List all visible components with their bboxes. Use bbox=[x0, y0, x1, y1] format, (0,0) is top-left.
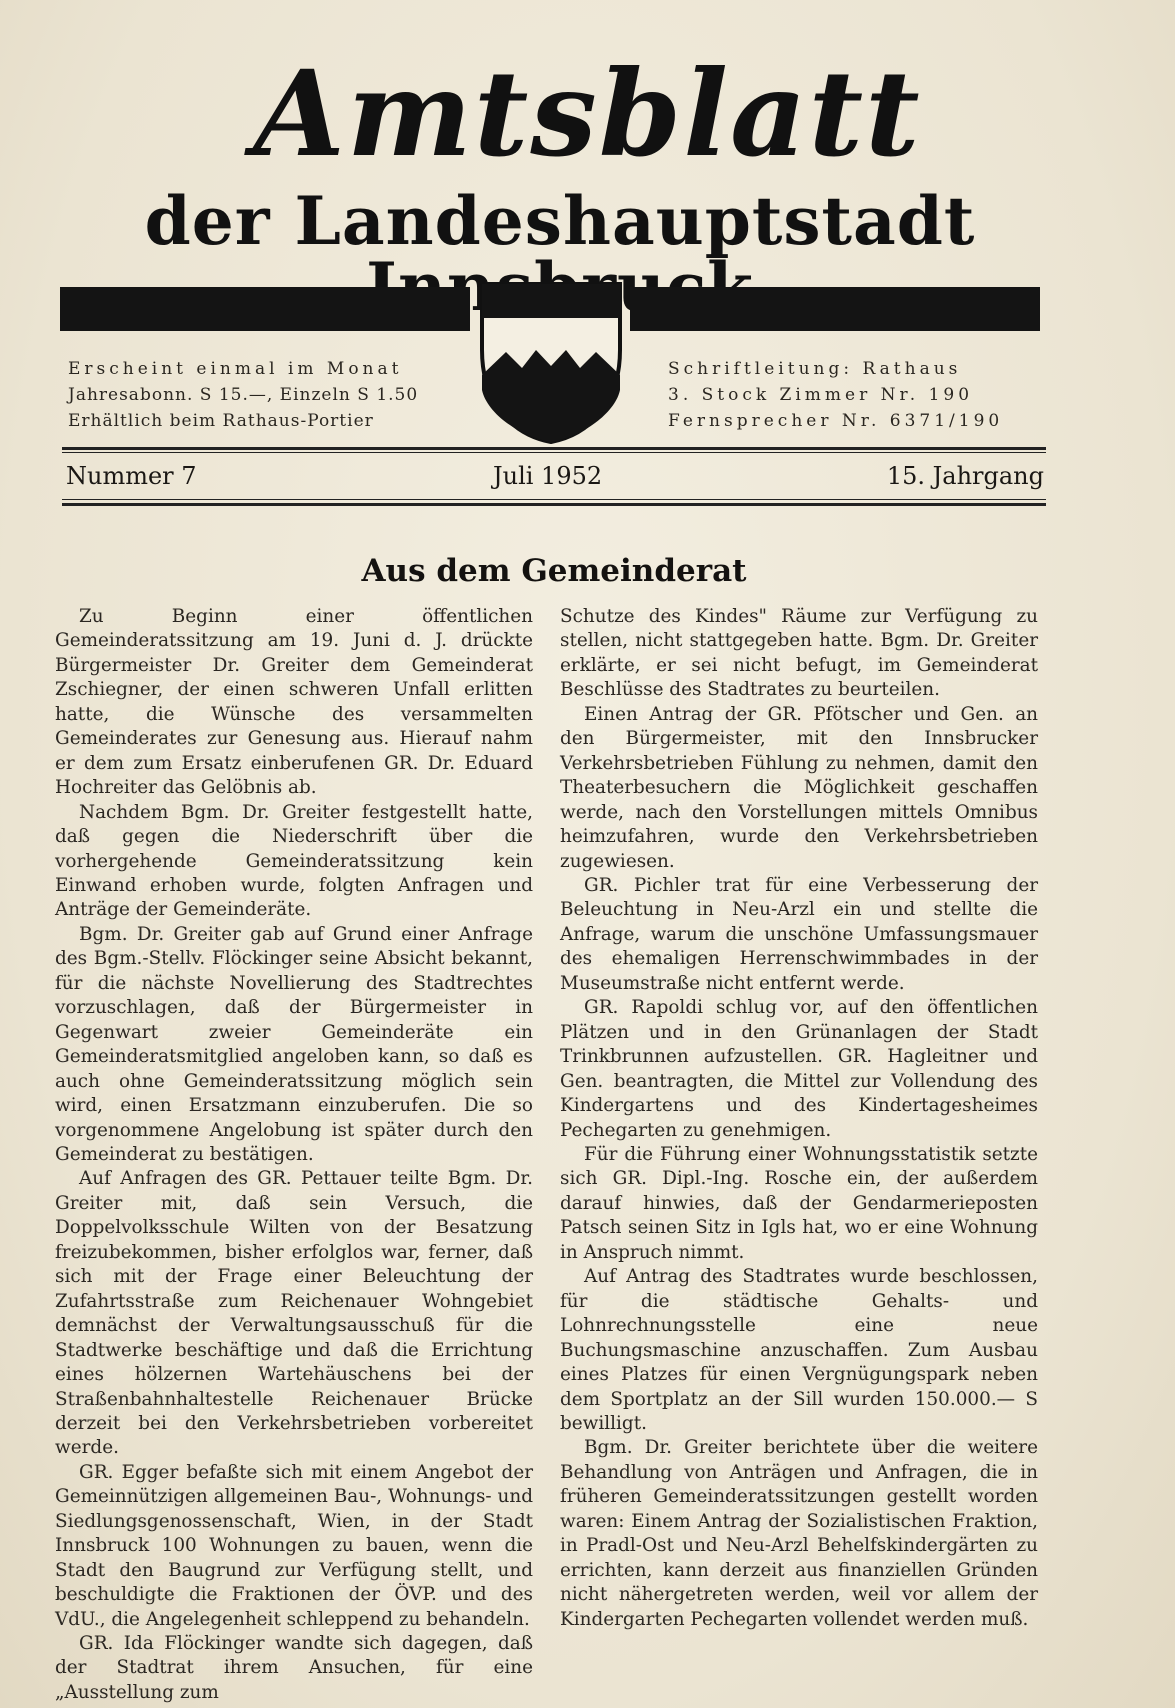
masthead-bar-right bbox=[630, 287, 1040, 331]
paragraph: Einen Antrag der GR. Pfötscher und Gen. an den Bürgermeister, mit den Innsbrucker Verkehrsbetrieben Fühlung zu nehmen, damit den Theaterbesuchern die Möglichkeit geschaffen werde, nach den Vorstellungen mittels Omnibus heimzufahren, wurde den Verkehrsbetrieben zugewiesen. bbox=[560, 703, 1038, 872]
paragraph: Schutze des Kindes" Räume zur Verfügung zu stellen, nicht stattgegeben hatte. Bgm. Dr. Greiter erklärte, er sei nicht befugt, im Gemeinderat Beschlüsse des Stadtrates zu beurteilen. bbox=[560, 606, 1038, 701]
paragraph: Bgm. Dr. Greiter gab auf Grund einer Anfrage des Bgm.-Stellv. Flöckinger seine Absicht bekannt, für die nächste Novellierung des Stadtrechtes vorzuschlagen, daß der Bürgermeister in Gegenwart zweier Gemeinderäte ein Gemeinderatsmitglied angeloben kann, so daß es auch ohne Gemeinderatssitzung möglich sein wird, einen Ersatzmann einzuberufen. Die so vorgenommene Angelobung ist später durch den Gemeinderat zu bestätigen. bbox=[55, 923, 533, 1165]
masthead-bar-left bbox=[60, 287, 470, 331]
coat-of-arms-icon bbox=[478, 280, 624, 445]
paragraph: Bgm. Dr. Greiter berichtete über die weitere Behandlung von Anträgen und Anfragen, die in früheren Gemeinderatssitzungen gestellt worden waren: Einem Antrag der Sozialistischen Fraktion, in Pradl-Ost und Neu-Arzl Behelfskindergärten zu errichten, kann derzeit aus finanziellen Gründen nicht nähergetreten werden, weil vor allem der Kindergarten Pechegarten vollendet werden muß. bbox=[560, 1437, 1038, 1630]
divider-rule bbox=[62, 503, 1046, 506]
paragraph: Für die Führung einer Wohnungsstatistik setzte sich GR. Dipl.-Ing. Rosche ein, der außerdem darauf hinwies, daß der Gendarmerieposten Patsch seinen Sitz in Igls hat, wo er eine Wohnung in Anspruch nimmt. bbox=[560, 1143, 1038, 1263]
room-text: 3. Stock Zimmer Nr. 190 bbox=[668, 385, 974, 405]
article-column-left bbox=[55, 605, 533, 1705]
paragraph: Auf Anfragen des GR. Pettauer teilte Bgm. Dr. Greiter mit, daß sein Versuch, die Doppelvolksschule Wilten von der Besatzung freizubekommen, bisher erfolglos war, ferner, daß sich mit der Frage einer Beleuchtung der Zufahrtsstraße zum Reichenauer Wohngebiet demnächst der Verwaltungsausschuß für die Stadtwerke beschäftige und daß die Errichtung eines hölzernen Wartehäuschens bei der Straßenbahnhaltestelle Reichenauer Brücke derzeit bei den Verkehrsbetrieben vorbereitet werde. bbox=[55, 1168, 533, 1459]
divider-rule bbox=[62, 499, 1046, 500]
divider-rule bbox=[62, 452, 1046, 453]
masthead-title: Amtsblatt bbox=[253, 44, 922, 183]
paragraph: GR. Rapoldi schlug vor, auf den öffentlichen Plätzen und in den Grünanlagen der Stadt Trinkbrunnen aufzustellen. GR. Hagleitner und Gen. beantragten, die Mittel zur Vollendung des Kindergartens und des Kindertagesheimes Pechegarten zu genehmigen. bbox=[560, 997, 1038, 1141]
paragraph: Auf Antrag des Stadtrates wurde beschlossen, für die städtische Gehalts- und Lohnrechnungsstelle eine neue Buchungsmaschine anzuschaffen. Zum Ausbau eines Platzes für einen Vergnügungspark neben dem Sportplatz an der Sill wurden 150.000.— S bewilligt. bbox=[560, 1266, 1038, 1434]
masthead-subtitle: der Landeshauptstadt bbox=[144, 182, 976, 260]
phone-text: Fernsprecher Nr. 6371/190 bbox=[668, 411, 1004, 431]
paragraph: Zu Beginn einer öffentlichen Gemeinderatssitzung am 19. Juni d. J. drückte Bürgermeister Dr. Greiter dem Gemeinderat Zschiegner, der einen schweren Unfall erlitten hatte, die Wünsche des versammelten Gemeinderates zur Genesung aus. Hierauf nahm er dem zum Ersatz einberufenen GR. Dr. Eduard Hochreiter das Gelöbnis ab. bbox=[55, 606, 533, 799]
divider-rule bbox=[62, 447, 1046, 450]
editorial-office-text: Schriftleitung: Rathaus bbox=[668, 359, 962, 379]
article-headline: Aus dem Gemeinderat bbox=[361, 553, 747, 589]
paragraph: GR. Egger befaßte sich mit einem Angebot der Gemeinnützigen allgemeinen Bau-, Wohnungs- und Siedlungsgenossenschaft, Wien, in der Stadt Innsbruck 100 Wohnungen zu bauen, wenn die Stadt den Baugrund zur Verfügung stellt, und beschuldigte die Fraktionen der ÖVP. und des VdU., die Angelegenheit schleppend zu behandeln. bbox=[55, 1461, 533, 1630]
publication-info-right bbox=[668, 356, 1048, 434]
paragraph: Nachdem Bgm. Dr. Greiter festgestellt hatte, daß gegen die Niederschrift über die vorhergehende Gemeinderatssitzung kein Einwand erhoben wurde, folgten Anfragen und Anträge der Gemeinderäte. bbox=[55, 801, 533, 921]
article-column-right bbox=[560, 605, 1038, 1632]
frequency-text: Erscheint einmal im Monat bbox=[68, 359, 403, 379]
issue-volume: 15. Jahrgang bbox=[886, 462, 1044, 490]
issue-date: Juli 1952 bbox=[493, 462, 603, 490]
price-text: Jahresabonn. S 15.—, Einzeln S 1.50 bbox=[68, 385, 419, 405]
publication-info-left bbox=[68, 356, 448, 434]
paragraph: GR. Ida Flöckinger wandte sich dagegen, daß der Stadtrat ihrem Ansuchen, für eine „Ausstellung zum bbox=[55, 1633, 533, 1703]
availability-text: Erhältlich beim Rathaus-Portier bbox=[68, 411, 374, 431]
issue-number: Nummer 7 bbox=[66, 462, 197, 490]
paragraph: GR. Pichler trat für eine Verbesserung der Beleuchtung in Neu-Arzl ein und stellte die Anfrage, warum die unschöne Umfassungsmauer des ehemaligen Herrenschwimmbades in der Museumstraße nicht entfernt werde. bbox=[560, 874, 1038, 994]
